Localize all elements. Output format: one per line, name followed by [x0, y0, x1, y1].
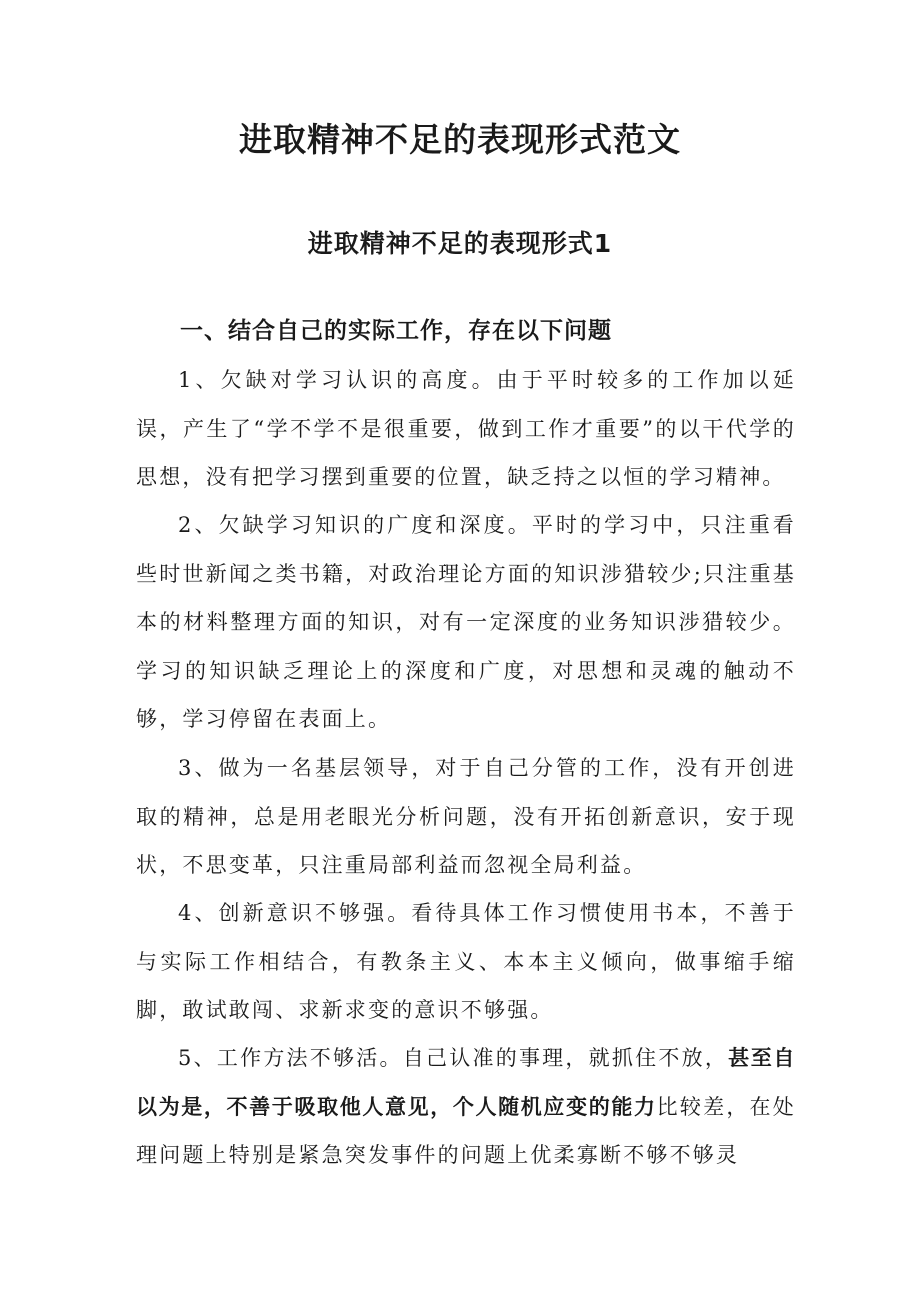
paragraph-3: 3、做为一名基层领导，对于自己分管的工作，没有开创进取的精神，总是用老眼光分析问题，没有开拓创新意识，安于现状，不思变革，只注重局部利益而忽视全局利益。 — [136, 756, 796, 877]
paragraph-4: 4、创新意识不够强。看待具体工作习惯使用书本，不善于与实际工作相结合，有教条主义、本本主义倾向，做事缩手缩脚，敢试敢闯、求新求变的意识不够强。 — [136, 901, 796, 1022]
section-heading: 一、结合自己的实际工作，存在以下问题 — [180, 318, 612, 344]
paragraph-1: 1、欠缺对学习认识的高度。由于平时较多的工作加以延误，产生了“学不学不是很重要，做到工作才重要”的以干代学的思想，没有把学习摆到重要的位置，缺乏持之以恒的学习精神。 — [136, 368, 796, 489]
document-title: 进取精神不足的表现形式范文 — [239, 120, 681, 159]
document-subtitle: 进取精神不足的表现形式1 — [307, 229, 613, 258]
paragraph-2: 2、欠缺学习知识的广度和深度。平时的学习中，只注重看些时世新闻之类书籍，对政治理论方面的知识涉猎较少;只注重基本的材料整理方面的知识，对有一定深度的业务知识涉猎较少。学习的知识缺乏理论上的深度和广度，对思想和灵魂的触动不够，学习停留在表面上。 — [136, 513, 796, 731]
paragraph-5 — [136, 1034, 796, 1180]
paragraph-5-bold-text: 甚至自以为是，不善于吸取他人意见，个人随机应变的能力 — [136, 1046, 796, 1119]
paragraph-5-text-end: 比较差，在处理问题上特别是紧急突发事件的问题上优柔寡断不够不够灵 — [136, 1094, 796, 1167]
paragraph-5-text-start: 5、工作方法不够活。自己认准的事理，就抓住不放， — [178, 1046, 729, 1070]
